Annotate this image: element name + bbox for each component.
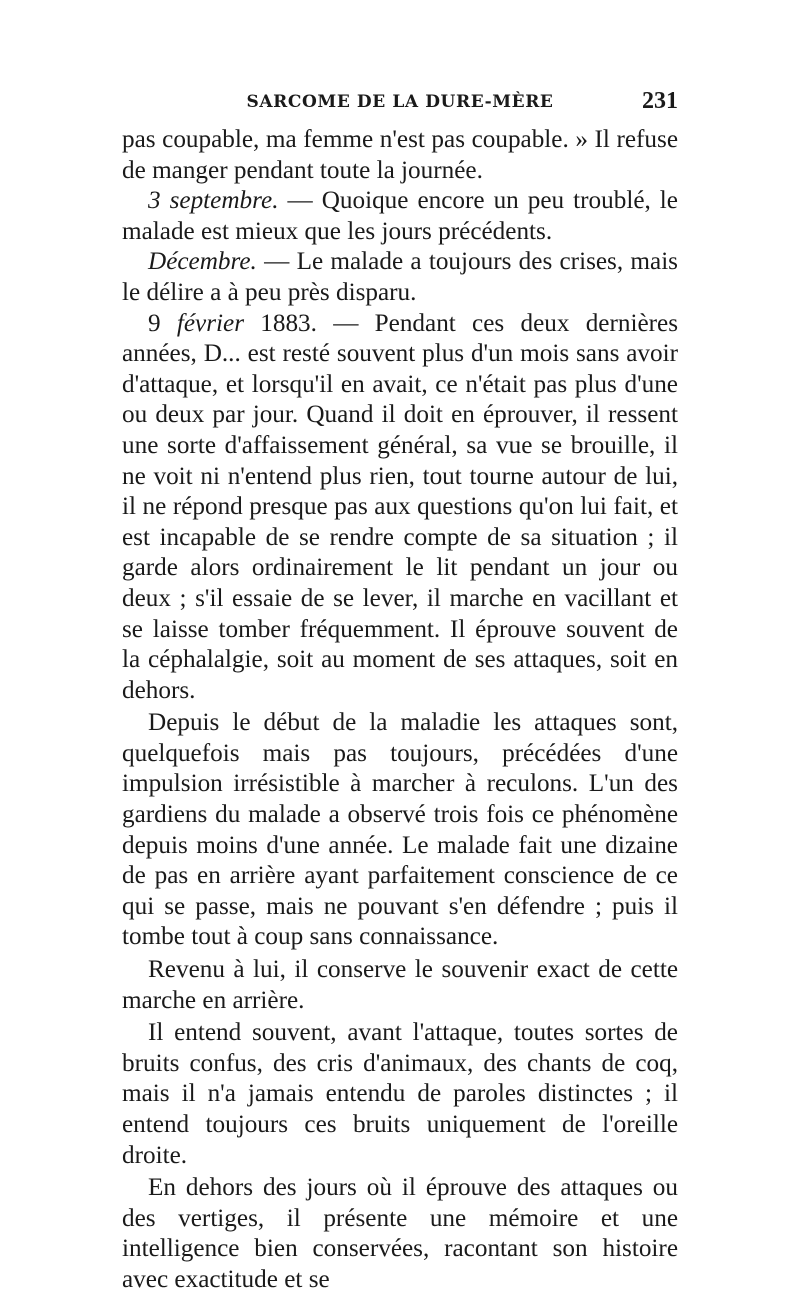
paragraph-decembre bbox=[122, 247, 678, 308]
paragraph-3-septembre bbox=[122, 186, 678, 247]
entry-text: 1883. — Pendant ces deux dernières années, D... est resté souvent plus d'un mois sans avoir d'attaque, et lorsqu'il en avait, ce n'était pas plus d'une ou deux par jour. Quand il doit en éprouver, il ressent une sorte d'affaissement général, sa vue se brouille, il ne voit ni n'entend plus rien, tout tourne autour de lui, il ne répond presque pas aux questions qu'on lui fait, et est incapable de se rendre compte de sa situation ; il garde alors ordinairement le lit pendant un jour ou deux ; s'il essaie de se lever, il marche en vacillant et se laisse tomber fréquemment. Il éprouve souvent de la céphalalgie, soit au moment de ses attaques, soit en dehors. bbox=[122, 309, 678, 704]
paragraph-bruits: Il entend souvent, avant l'attaque, toutes sortes de bruits confus, des cris d'animaux, des chants de coq, mais il n'a jamais entendu de paroles distinctes ; il entend toujours ces bruits uniquement de l'oreille droite. bbox=[122, 1019, 678, 1169]
running-head bbox=[122, 88, 678, 122]
entry-date: Décembre. bbox=[148, 248, 257, 276]
paragraph-attaques: Depuis le début de la maladie les attaques sont, quelquefois mais pas toujours, précédées d'une impulsion irrésistible à marcher à reculons. L'un des gardiens du malade a observé trois fois ce phénomène depuis moins d'une année. Le malade fait une dizaine de pas en arrière ayant parfaitement conscience de ce qui se passe, mais ne pouvant s'en défendre ; puis il tombe tout à coup sans connaissance. bbox=[122, 709, 678, 951]
entry-date: février bbox=[176, 309, 244, 337]
entry-day: 9 bbox=[148, 309, 177, 337]
body-text bbox=[122, 125, 678, 1296]
entry-date: 3 septembre. bbox=[148, 187, 279, 215]
running-title: SARCOME DE LA DURE-MÈRE bbox=[246, 92, 554, 112]
paragraph-revenu: Revenu à lui, il conserve le souvenir exact de cette marche en arrière. bbox=[122, 956, 678, 1014]
page-number: 231 bbox=[642, 88, 678, 114]
entry-text: — Le malade a toujours des crises, mais le délire a à peu près disparu. bbox=[122, 248, 678, 306]
paragraph-fevrier-1883 bbox=[122, 309, 678, 707]
paragraph-memoire: En dehors des jours où il éprouve des attaques ou des vertiges, il présente une mémoire et une intelligence bien conservées, racontant son histoire avec exactitude et se bbox=[122, 1174, 678, 1293]
paragraph-continued: pas coupable, ma femme n'est pas coupable. » Il refuse de manger pendant toute la journée. bbox=[122, 126, 678, 184]
entry-text: — Quoique encore un peu troublé, le malade est mieux que les jours précédents. bbox=[122, 187, 678, 245]
